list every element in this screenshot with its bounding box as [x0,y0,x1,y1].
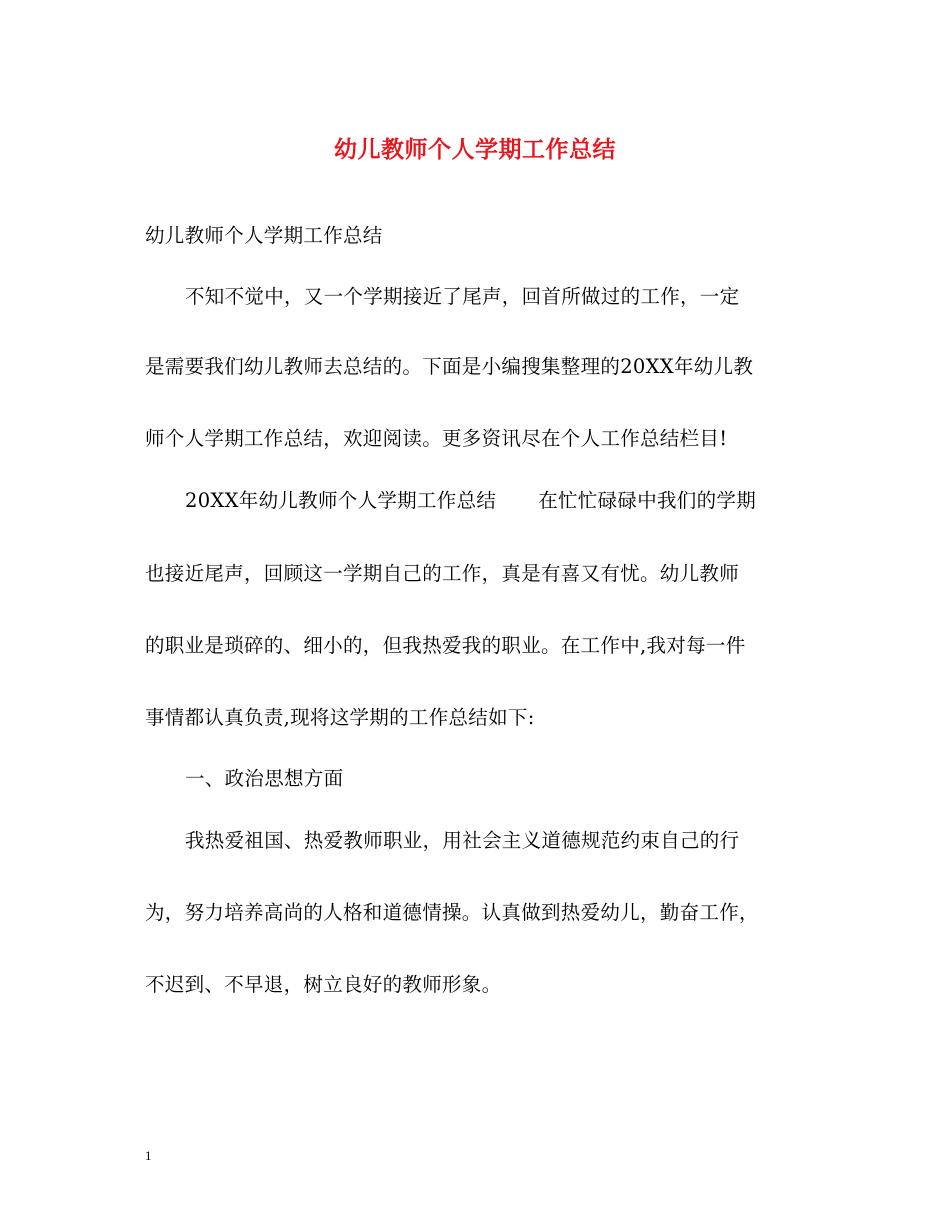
paragraph-line: 我热爱祖国、热爱教师职业，用社会主义道德规范约束自己的行 [185,829,740,852]
section-heading-inline: 20XX年幼儿教师个人学期工作总结 [185,489,497,512]
document-subtitle: 幼儿教师个人学期工作总结 [145,224,383,247]
document-title: 幼儿教师个人学期工作总结 [334,136,616,163]
paragraph-line: 事情都认真负责,现将这学期的工作总结如下: [145,706,535,729]
paragraph-line: 是需要我们幼儿教师去总结的。下面是小编搜集整理的20XX年幼儿教 [145,355,754,378]
paragraph-line: 也接近尾声，回顾这一学期自己的工作，真是有喜又有忧。幼儿教师 [145,562,740,585]
section-heading: 一、政治思想方面 [185,767,344,790]
paragraph-line: 师个人学期工作总结，欢迎阅读。更多资讯尽在个人工作总结栏目! [145,427,728,450]
paragraph-text: 在忙忙碌碌中我们的学期 [538,489,756,512]
paragraph-line: 的职业是琐碎的、细小的，但我热爱我的职业。在工作中,我对每一件 [145,634,746,657]
paragraph-line: 不迟到、不早退，树立良好的教师形象。 [145,973,502,996]
paragraph-line [185,486,805,516]
page-number: 1 [145,1148,152,1163]
paragraph-line: 不知不觉中，又一个学期接近了尾声，回首所做过的工作，一定 [185,285,740,308]
paragraph-line: 为，努力培养高尚的人格和道德情操。认真做到热爱幼儿，勤奋工作， [145,901,759,924]
